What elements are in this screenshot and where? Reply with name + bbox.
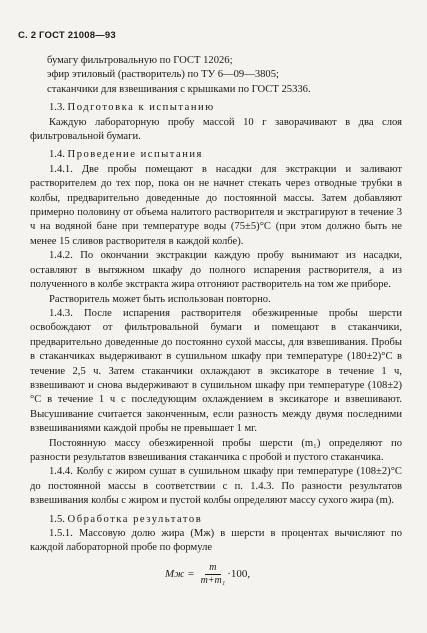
- section-1-4-heading: [30, 148, 402, 162]
- section-1-3-heading: [30, 101, 402, 115]
- section-1-5-title: Обработка результатов: [67, 513, 203, 525]
- document-body: [30, 54, 402, 587]
- paragraph-1-4-2: 1.4.2. По окончании экстракции каждую пробу вынимают из насадки, оставляют в вытяжном шкафу до полного испарения растворителя, а из полученного в колбе экстракта жира отгоняют растворитель на том же приборе.: [30, 250, 402, 291]
- paragraph-reuse: Растворитель может быть использован повторно.: [49, 293, 271, 305]
- section-1-3-number: 1.3.: [49, 102, 65, 114]
- material-item-3: стаканчики для взвешивания с крышками по ГОСТ 25336.: [47, 83, 311, 95]
- formula-lhs: Mж =: [165, 568, 195, 581]
- paragraph-1-4-3: 1.4.3. После испарения растворителя обезжиренные пробы шерсти освобождают от фильтровальной бумаги и помещают в стаканчики, предварительно доведенные до постоянно сухой массы, для взвешивания. Пробы в стаканчиках выдерживают в сушильном шкафу при температуре (180±2)°С в течение 2,5 ч. Затем стаканчики охлаждают в эксикаторе в течение 1 ч, взвешивают и снова выдерживают в сушильном шкафу при температуре (108±2)°С в течение 1 ч с последующим охлаждением в эксикаторе и взвешивают. Высушивание считается законченным, если разность между двумя последними взвешиваниями каждой пробы не превышает 1 мг.: [30, 307, 402, 435]
- formula-tail: ·100,: [227, 568, 251, 581]
- section-1-3-title: Подготовка к испытанию: [67, 102, 215, 114]
- paragraph-1-5-1: 1.5.1. Массовую долю жира (Mж) в шерсти в процентах вычисляют по каждой лабораторной пробе по формуле: [30, 528, 402, 554]
- section-1-5-heading: [30, 513, 402, 527]
- paragraph-1-4-1: 1.4.1. Две пробы помещают в насадки для экстракции и заливают растворителем до тех пор, пока он не начнет стекать через отводные трубки в колбы, предварительно доведенные до постоянной массы. Затем добавляют примерно половину от объема налитого растворителя и экстрагируют в течение 3 ч на водяной бане при температуре воды (75±5)°С (при этом должно быть не менее 15 сливов растворителя в каждой колбе).: [30, 163, 402, 247]
- section-1-4-number: 1.4.: [49, 149, 65, 161]
- fat-fraction-formula: [30, 562, 402, 587]
- section-1-5-number: 1.5.: [49, 513, 65, 525]
- section-1-4-title: Проведение испытания: [67, 149, 203, 161]
- page-header: С. 2 ГОСТ 21008—93: [18, 30, 116, 41]
- paragraph-constant-mass: Постоянную массу обезжиренной пробы шерсти (m₁) определяют по разности результатов взвешивания стаканчика с пробой и пустого стаканчика.: [30, 437, 402, 463]
- material-item-1: бумагу фильтровальную по ГОСТ 12026;: [47, 55, 233, 66]
- material-item-2: эфир этиловый (растворитель) по ТУ 6—09—3805;: [47, 69, 279, 81]
- section-1-3-body: Каждую лабораторную пробу массой 10 г заворачивают в два слоя фильтровальной бумаги.: [30, 116, 402, 143]
- formula-fraction: [201, 562, 226, 587]
- formula-denominator: m+m₁: [200, 574, 226, 586]
- formula-numerator: m: [205, 562, 220, 575]
- paragraph-1-4-4: 1.4.4. Колбу с жиром сушат в сушильном шкафу при температуре (108±2)°С до постоянной массы в соответствии с п. 1.4.3. По разности результатов взвешивания колбы с жиром и пустой колбы определяют массу сухого жира (m).: [30, 466, 402, 507]
